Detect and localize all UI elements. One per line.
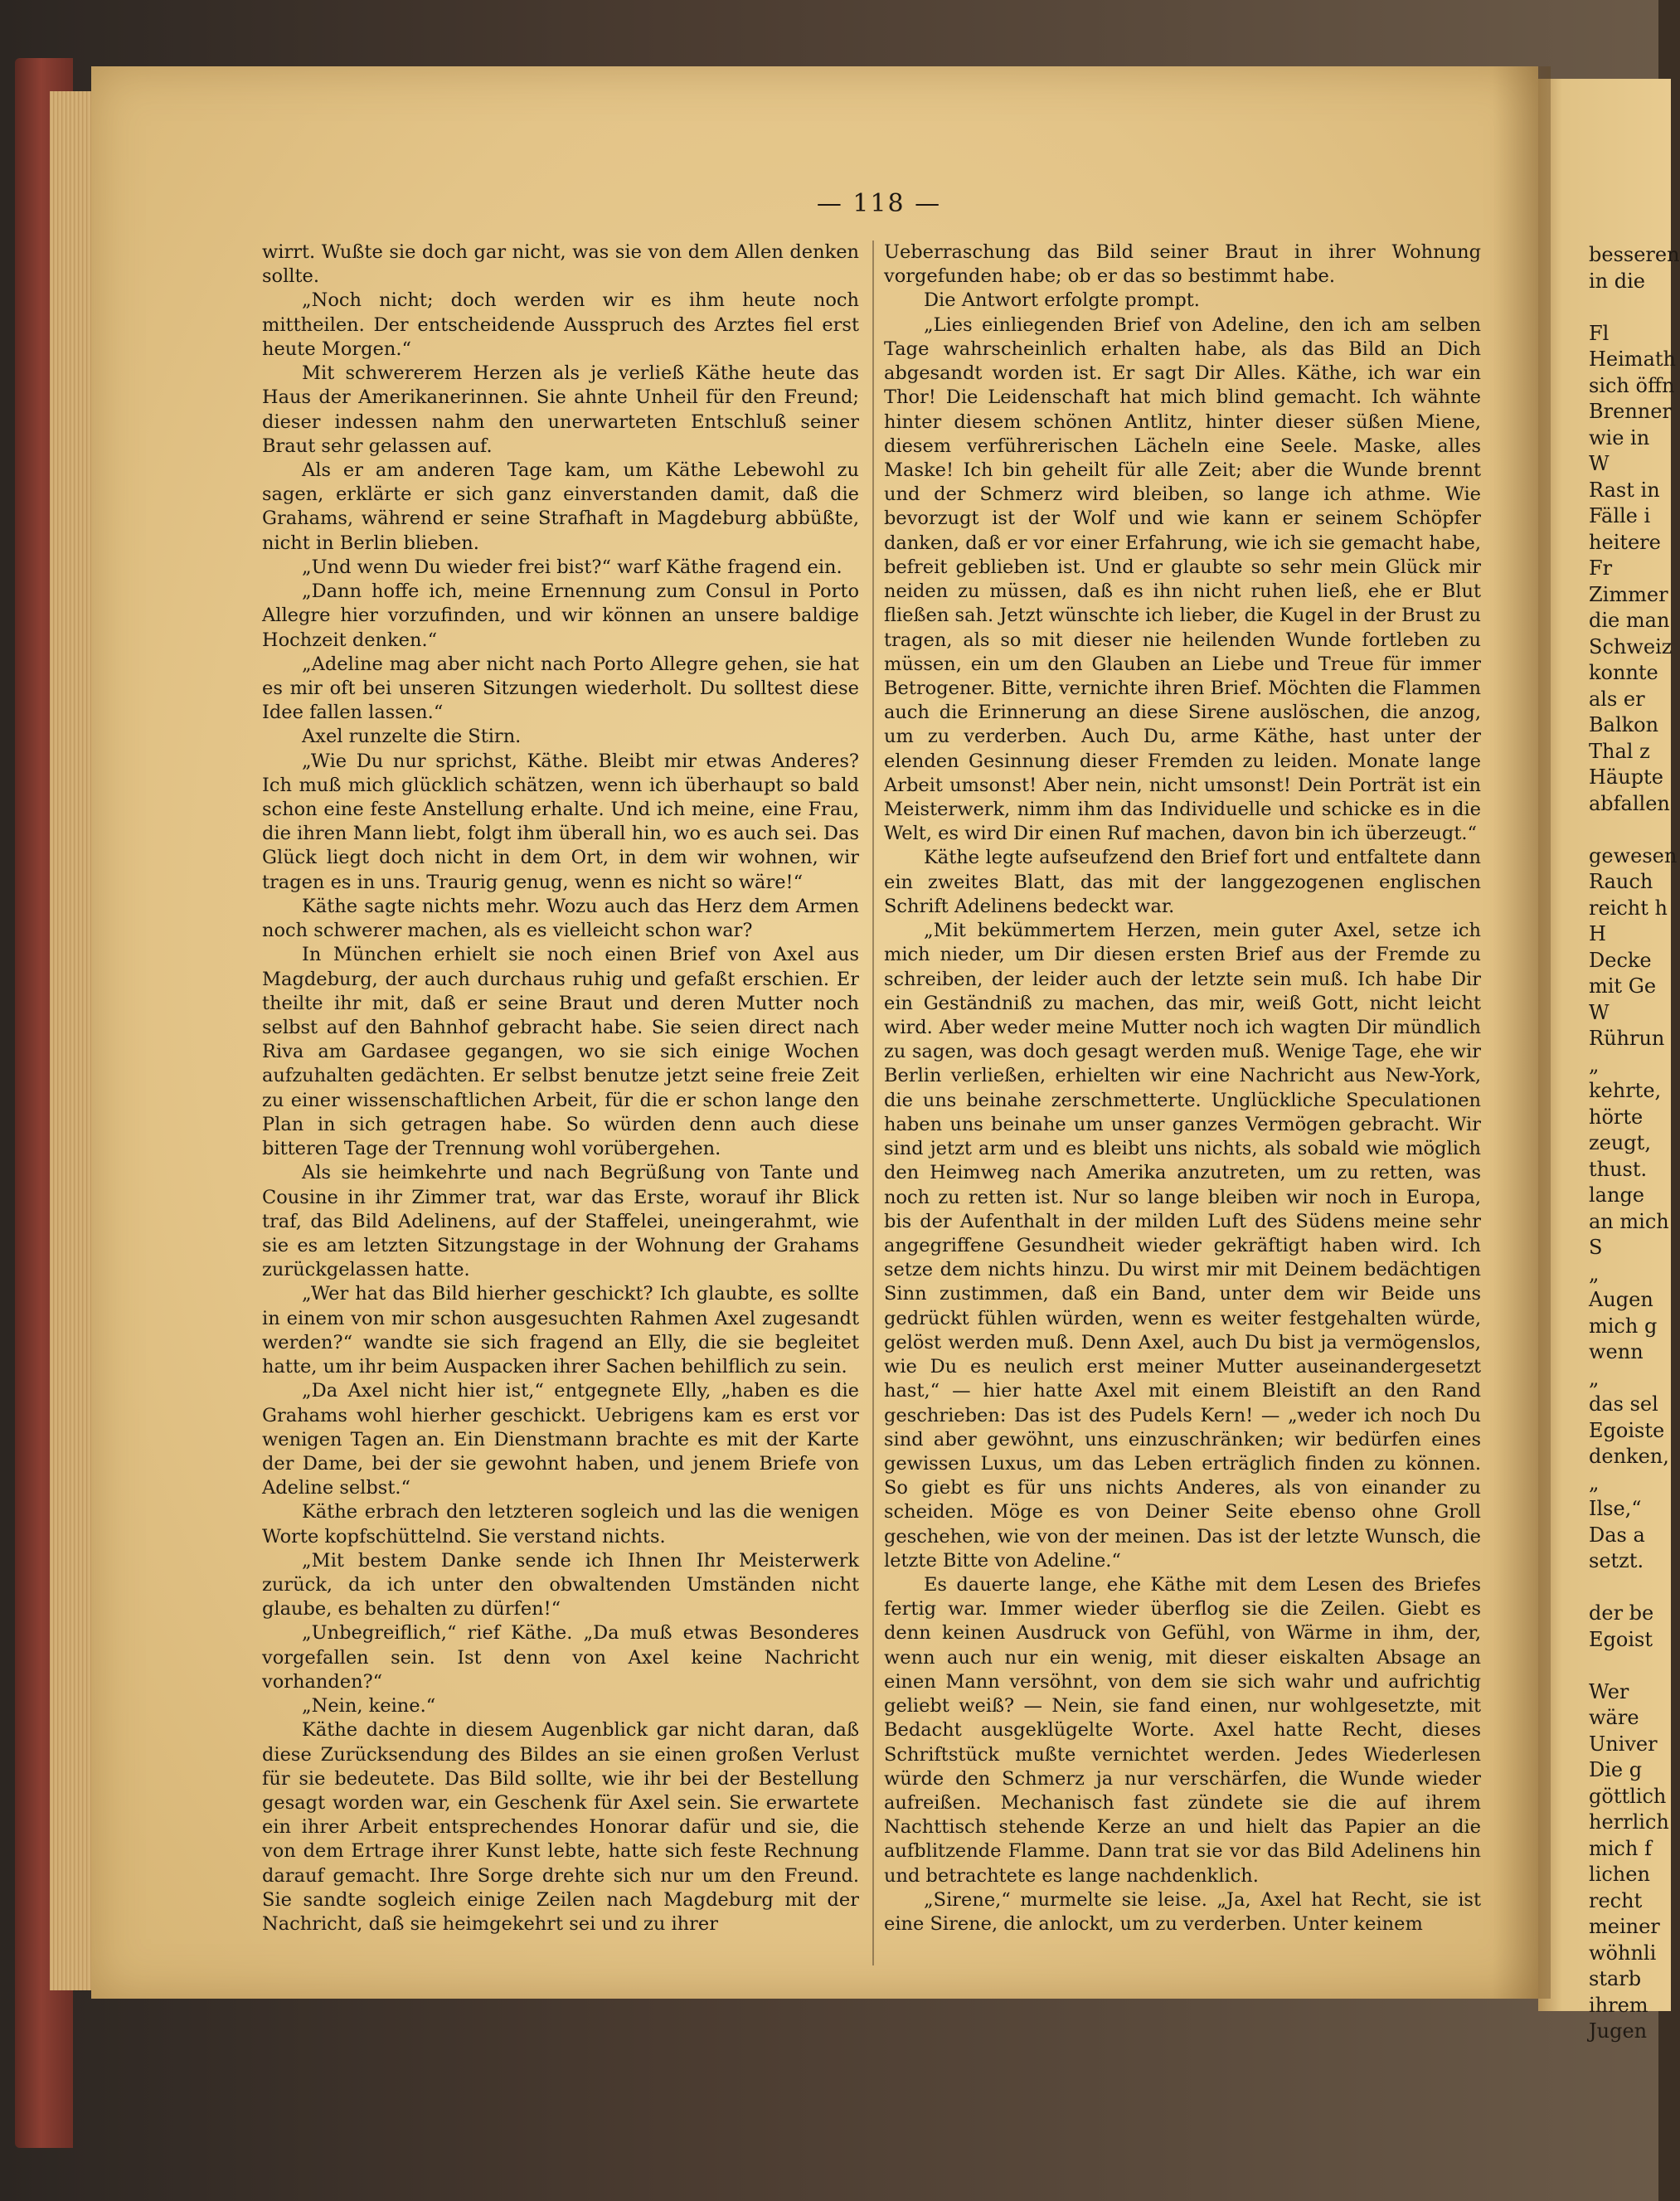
text-fragment: konnte bbox=[1589, 661, 1658, 684]
text-fragment: Wer bbox=[1589, 1679, 1629, 1703]
text-fragment: besseren bbox=[1589, 243, 1680, 266]
text-fragment: sich öffn bbox=[1589, 373, 1675, 397]
paragraph: Ueberraschung das Bild seiner Braut in ihrer Wohnung vorgefunden habe; ob er das so bestimmt habe. bbox=[884, 241, 1481, 288]
text-fragment: wöhnli bbox=[1589, 1941, 1657, 1965]
text-fragment: setzt. bbox=[1589, 1549, 1644, 1572]
text-fragment: an mich bbox=[1589, 1209, 1669, 1233]
paragraph: „Sirene,“ murmelte sie leise. „Ja, Axel hat Recht, sie ist eine Sirene, die anlockt, um zu verderben. Unter keinem bbox=[884, 1888, 1481, 1936]
text-fragment: W bbox=[1589, 1000, 1610, 1024]
text-fragment: Zimmer bbox=[1589, 582, 1668, 606]
text-fragment: lange bbox=[1589, 1183, 1645, 1207]
text-fragment: wenn bbox=[1589, 1340, 1644, 1363]
paragraph: „Lies einliegenden Brief von Adeline, den ich am selben Tage wahrscheinlich erhalten habe, als das Bild an Dich abgesandt worden ist. Er sagt Dir Alles. Käthe, ich war ein Thor! Die Leidenschaft hat mich blind gemacht. Ich wähnte hinter diesem schönen Antlitz, hinter dieser süßen Miene, diesem verführerischen Lächeln eine Seele. Maske, alles Maske! Ich bin geheilt für alle Zeit; aber die Wunde brennt und der Schmerz wird bleiben, so lange ich athme. Wie bevorzugt ist der Wolf und wie kann er seinem Schöpfer danken, daß er vor einer Erfahrung, wie ich sie gemacht habe, befreit geblieben ist. Und er glaubte so sehr mein Glück mir neiden zu müssen, daß es ihn nicht ruhen ließ, ehe er Blut fließen sah. Jetzt wünschte ich lieber, die Kugel in der Brust zu tragen, als so mit dieser nie heilenden Wunde fortleben zu müssen, ein um den Glauben an Liebe und Treue für immer Betrogener. Bitte, vernichte ihren Brief. Möchten die Flammen auch die Erinnerung an diese Sirene auslöschen, die anzog, um zu verderben. Auch Du, arme Käthe, hast unter der elenden Gesinnung dieser Fremden zu leiden. Monate lange Arbeit umsonst! Aber nein, nicht umsonst! Dein Porträt ist ein Meisterwerk, nimm ihm das Individuelle und schicke es in die Welt, es wird Dir einen Ruf machen, davon bin ich überzeugt.“ bbox=[884, 313, 1481, 845]
text-fragment: thust. bbox=[1589, 1157, 1648, 1181]
text-fragment: als er bbox=[1589, 687, 1645, 711]
text-fragment: starb bbox=[1589, 1967, 1642, 1990]
paragraph: wirrt. Wußte sie doch gar nicht, was sie von dem Allen denken sollte. bbox=[262, 241, 859, 288]
text-fragment: der be bbox=[1589, 1601, 1654, 1625]
text-fragment: Augen bbox=[1589, 1288, 1653, 1311]
text-fragment: Decke bbox=[1589, 948, 1652, 972]
text-fragment: „ bbox=[1589, 1261, 1600, 1285]
text-fragment: Die g bbox=[1589, 1758, 1643, 1781]
text-fragment: recht bbox=[1589, 1888, 1643, 1912]
text-fragment: Thal z bbox=[1589, 739, 1650, 763]
text-fragment: das sel bbox=[1589, 1392, 1658, 1416]
text-fragment: herrlich bbox=[1589, 1810, 1669, 1834]
paragraph: „Noch nicht; doch werden wir es ihm heute noch mittheilen. Der entscheidende Ausspruch des Arztes fiel erst heute Morgen.“ bbox=[262, 289, 859, 360]
text-fragment bbox=[1589, 1653, 1663, 1679]
text-fragment: Univer bbox=[1589, 1732, 1658, 1756]
paragraph: Käthe dachte in diesem Augenblick gar nicht daran, daß diese Zurücksendung des Bildes an sie einen großen Verlust für sie bedeutete. Das Bild sollte, wie ihr bei der Bestellung gesagt worden war, ein Geschenk für Axel sein. Sie erwartete ein ihrer Arbeit entsprechendes Honorar dafür und sie, die von dem Ertrage ihrer Kunst lebte, hatte sich feste Rechnung darauf gemacht. Ihre Sorge drehte sich nur um den Freund. Sie sandte sogleich einige Zeilen nach Magdeburg mit der Nachricht, daß sie heimgekehrt sei und zu ihrer bbox=[262, 1719, 859, 1936]
text-fragment: meiner bbox=[1589, 1915, 1660, 1938]
paragraph: „Unbegreiflich,“ rief Käthe. „Da muß etwas Besonderes vorgefallen sein. Ist denn von Axel keine Nachricht vorhanden?“ bbox=[262, 1622, 859, 1693]
text-fragment: göttlich bbox=[1589, 1784, 1667, 1808]
text-fragment: heitere bbox=[1589, 530, 1661, 554]
gutter-shadow bbox=[1493, 66, 1551, 1999]
paragraph: „Da Axel nicht hier ist,“ entgegnete Elly, „haben es die Grahams wohl hierher geschickt. Uebrigens kam es erst vor wenigen Tagen an. Ein Dienstmann brachte es mit der Karte der Dame, bei der sie gewohnt haben, und jenem Briefe von Adeline selbst.“ bbox=[262, 1380, 859, 1499]
text-fragment: Rauch bbox=[1589, 870, 1653, 893]
text-fragment: Egoiste bbox=[1589, 1418, 1665, 1442]
paragraph: Käthe legte aufseufzend den Brief fort und entfaltete dann ein zweites Blatt, das mit der langgezogenen englischen Schrift Adelinens bedeckt war. bbox=[884, 847, 1481, 917]
paragraph: Käthe erbrach den letzteren sogleich und las die wenigen Worte kopfschüttelnd. Sie verstand nichts. bbox=[262, 1501, 859, 1548]
paragraph: Als sie heimkehrte und nach Begrüßung von Tante und Cousine in ihr Zimmer trat, war das Erste, worauf ihr Blick traf, das Bild Adelinens, auf der Staffelei, uneingerahmt, wie sie es am letzten Sitzungstage in der Wohnung der Grahams zurückgelassen hatte. bbox=[262, 1162, 859, 1281]
paragraph: „Und wenn Du wieder frei bist?“ warf Käthe fragend ein. bbox=[302, 556, 842, 578]
paragraph: „Mit bestem Danke sende ich Ihnen Ihr Meisterwerk zurück, da ich unter den obwaltenden Umständen nicht glaube, es behalten zu dürfen!“ bbox=[262, 1549, 859, 1620]
text-fragment bbox=[1589, 1575, 1663, 1601]
text-fragment bbox=[1589, 294, 1663, 321]
text-fragment: die man bbox=[1589, 609, 1670, 632]
text-fragment: wäre bbox=[1589, 1706, 1639, 1729]
text-fragment bbox=[1589, 817, 1663, 843]
column-divider bbox=[872, 241, 874, 1965]
text-fragment: ihrem bbox=[1589, 1993, 1648, 2017]
text-fragment: Ilse,“ bbox=[1589, 1497, 1642, 1520]
paragraph: „Dann hoffe ich, meine Ernennung zum Consul in Porto Allegre hier vorzufinden, und wir können an unsere baldige Hochzeit denken.“ bbox=[262, 581, 859, 651]
text-fragment: in die bbox=[1589, 269, 1646, 293]
next-page-text-fragments bbox=[1589, 242, 1680, 2045]
text-fragment: denken, bbox=[1589, 1445, 1669, 1468]
text-fragment: „ bbox=[1589, 1052, 1600, 1076]
paragraph: Die Antwort erfolgte prompt. bbox=[924, 289, 1200, 312]
left-text-column bbox=[262, 241, 859, 1936]
text-fragment: „ bbox=[1589, 1470, 1600, 1494]
paragraph: Es dauerte lange, ehe Käthe mit dem Lesen des Briefes fertig war. Immer wieder überflog sie die Zeilen. Giebt es denn keinen Ausdruck von Gefühl, von Wärme in ihm, der, wenn auch nur ein wenig, mit dieser eiskalten Absage an einen Mann versöhnt, von dem sie sich wahr und aufrichtig geliebt weiß? — Nein, sie fand einen, nur wohlgesetzte, mit Bedacht ausgeklügelte Worte. Axel hatte Recht, dieses Schriftstück mußte vernichtet werden. Jedes Wiederlesen würde den Schmerz ja nur verschärfen, die Wunde wieder aufreißen. Mechanisch fast zündete sie die auf ihrem Nachttisch stehende Kerze an und hielt das Papier an die aufblitzende Flamme. Dann trat sie vor das Bild Adelinens hin und betrachtete es lange nachdenklich. bbox=[884, 1574, 1481, 1887]
paragraph: „Wie Du nur sprichst, Käthe. Bleibt mir etwas Anderes? Ich muß mich glücklich schätzen, wenn ich überhaupt so bald schon eine feste Anstellung erhalte. Und ich meine, eine Frau, die ihren Mann liebt, folgt ihm überall hin, wo es auch sei. Das Glück liegt doch nicht in dem Ort, in dem wir wohnen, wir tragen es in uns. Traurig genug, wenn es nicht so wäre!“ bbox=[262, 750, 859, 893]
paragraph: „Mit bekümmertem Herzen, mein guter Axel, setze ich mich nieder, um Dir diesen ersten Brief aus der Fremde zu schreiben, der leider auch der letzte sein muß. Ich habe Dir ein Geständniß zu machen, das mir, weiß Gott, nicht leicht wird. Aber weder meine Mutter noch ich wagten Dir mündlich zu sagen, was doch gesagt werden muß. Wenige Tage, ehe wir Berlin verließen, erhielten wir eine Nachricht aus New-York, die uns beinahe zerschmetterte. Unglückliche Speculationen haben uns beinahe um unser ganzes Vermögen gebracht. Wir sind jetzt arm und es bleibt uns nichts, als sobald wie möglich den Heimweg nach Amerika anzutreten, um zu retten, was noch zu retten ist. Nur so lange bleiben wir noch in Europa, bis der Aufenthalt in der milden Luft des Südens meine sehr angegriffene Gesundheit wieder gekräftigt haben wird. Ich setze dem nichts hinzu. Du wirst mir mit Deinem bedächtigen Sinn zustimmen, daß ein Band, unter dem wir Beide uns gedrückt fühlen würden, wenn es weiter festgehalten würde, gelöst werden muß. Denn Axel, auch Du bist ja vermögenslos, wie Du es neulich erst meiner Mutter auseinandergesetzt hast,“ — hier hatte Axel mit einem Bleistift an den Rand geschrieben: Das ist des Pudels Kern! — „weder ich noch Du sind aber gewöhnt, uns einzuschränken; wir bedürfen eines gewissen Luxus, um das Leben erträglich finden zu können. So giebt es für uns nichts Anderes, als von einander zu scheiden. Möge es von Deiner Seite ebenso ohne Groll geschehen, wie von der meinen. Das ist der letzte Wunsch, die letzte Bitte von Adeline.“ bbox=[884, 920, 1481, 1572]
text-fragment: abfallen bbox=[1589, 791, 1670, 815]
text-fragment: Fl bbox=[1589, 321, 1610, 345]
text-fragment: zeugt, bbox=[1589, 1131, 1651, 1154]
text-fragment: Fälle i bbox=[1589, 504, 1651, 527]
text-fragment: Das a bbox=[1589, 1523, 1645, 1547]
text-fragment: gewesen bbox=[1589, 843, 1678, 867]
text-fragment: Häupte bbox=[1589, 765, 1663, 789]
text-fragment: mit Ge bbox=[1589, 974, 1657, 998]
text-fragment: Heimath bbox=[1589, 347, 1676, 371]
text-fragment: kehrte, bbox=[1589, 1079, 1662, 1102]
text-fragment: reicht h bbox=[1589, 896, 1668, 920]
text-fragment: Jugen bbox=[1589, 2019, 1648, 2043]
text-fragment: Egoist bbox=[1589, 1627, 1653, 1651]
right-text-column bbox=[884, 241, 1481, 1936]
text-fragment: Balkon bbox=[1589, 713, 1659, 736]
text-fragment: wie in bbox=[1589, 425, 1650, 449]
text-fragment: Fr bbox=[1589, 556, 1613, 580]
text-fragment: lichen bbox=[1589, 1863, 1650, 1886]
text-fragment: H bbox=[1589, 922, 1606, 945]
text-fragment: S bbox=[1589, 1236, 1603, 1259]
text-fragment: W bbox=[1589, 452, 1610, 475]
text-fragment: Brenner bbox=[1589, 400, 1672, 423]
text-fragment: Rührun bbox=[1589, 1027, 1665, 1050]
text-fragment: mich g bbox=[1589, 1314, 1658, 1338]
paragraph: Axel runzelte die Stirn. bbox=[302, 726, 522, 748]
page-number: — 118 — bbox=[816, 189, 942, 218]
paragraph: „Wer hat das Bild hierher geschickt? Ich glaubte, es sollte in einem von mir schon ausgesuchten Rahmen Axel zugesandt werden?“ wandte sie sich fragend an Elly, die sie begleitet hatte, um ihr beim Auspacken ihrer Sachen behilflich zu sein. bbox=[262, 1283, 859, 1378]
text-fragment: Rast in bbox=[1589, 478, 1660, 502]
paragraph: „Adeline mag aber nicht nach Porto Allegre gehen, sie hat es mir oft bei unseren Sitzungen wiederholt. Du solltest diese Idee fallen lassen.“ bbox=[262, 653, 859, 724]
text-fragment: mich f bbox=[1589, 1836, 1652, 1860]
paragraph: Käthe sagte nichts mehr. Wozu auch das Herz dem Armen noch schwerer machen, als es vielleicht schon war? bbox=[262, 895, 859, 942]
paragraph: „Nein, keine.“ bbox=[302, 1695, 436, 1718]
text-fragment: Schweiz bbox=[1589, 634, 1673, 658]
paragraph: Mit schwererem Herzen als je verließ Käthe heute das Haus der Amerikanerinnen. Sie ahnte Unheil für den Freund; dieser indessen nahm den unerwarteten Entschluß seiner Braut sehr gelassen auf. bbox=[262, 362, 859, 457]
text-fragment: „ bbox=[1589, 1366, 1600, 1390]
paragraph: In München erhielt sie noch einen Brief von Axel aus Magdeburg, der auch durchaus ruhig und gefaßt erschien. Er theilte ihr mit, daß er seine Braut und deren Mutter noch selbst auf den Bahnhof gebracht habe. Sie seien direct nach Riva am Gardasee gegangen, wo sie sich einige Wochen aufzuhalten gedächten. Er selbst benutze jetzt seine freie Zeit zu einer wissenschaftlichen Arbeit, für die er schon lange den Plan in sich getragen habe. So würden denn auch diese bitteren Tage der Trennung wohl vorübergehen. bbox=[262, 944, 859, 1160]
paragraph: Als er am anderen Tage kam, um Käthe Lebewohl zu sagen, erklärte er sich ganz einverstanden damit, daß die Grahams, während er seine Strafhaft in Magdeburg abbüßte, nicht in Berlin blieben. bbox=[262, 459, 859, 554]
text-fragment: hörte bbox=[1589, 1105, 1644, 1129]
